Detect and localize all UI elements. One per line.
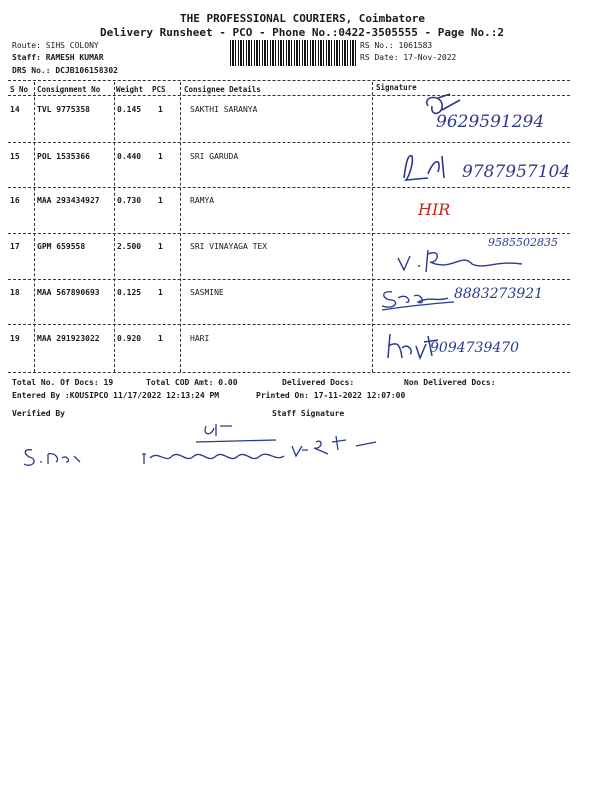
row-sno: 14 — [10, 105, 20, 114]
row-consignee: HARI — [190, 334, 210, 343]
company-title: THE PROFESSIONAL COURIERS, Coimbatore — [180, 12, 426, 25]
row-consignment: GPM 659558 — [37, 242, 86, 251]
col-pcs: PCS — [152, 85, 166, 94]
row-sno: 16 — [10, 196, 20, 205]
row-weight: 0.440 — [117, 152, 142, 161]
delivered-docs: Delivered Docs: — [282, 378, 355, 387]
row-consignee: SAKTHI SARANYA — [190, 105, 258, 114]
row-consignment: MAA 293434927 — [37, 196, 100, 205]
row-pcs: 1 — [158, 105, 163, 114]
handwritten-phone: 9585502835 — [488, 236, 558, 249]
drs-number: DRS No.: DCJB106158302 — [12, 66, 118, 75]
row-consignee: RAMYA — [190, 196, 215, 205]
handwritten-initials: HIR — [418, 200, 451, 219]
col-sno: S No — [10, 85, 29, 94]
staff-signature-label: Staff Signature — [272, 409, 345, 418]
col-consignment: Consignment No — [37, 85, 101, 94]
col-weight: Weight — [116, 85, 144, 94]
col-signature: Signature — [376, 83, 417, 92]
route-label: Route: SIHS COLONY — [12, 41, 99, 50]
row-weight: 0.920 — [117, 334, 142, 343]
signature-scribble — [378, 284, 458, 316]
verified-by-label: Verified By — [12, 409, 65, 418]
row-pcs: 1 — [158, 242, 163, 251]
row-pcs: 1 — [158, 196, 163, 205]
row-sno: 18 — [10, 288, 20, 297]
verifier-signature — [20, 440, 90, 470]
row-consignment: MAA 291923022 — [37, 334, 100, 343]
row-consignee: SASMINE — [190, 288, 224, 297]
runsheet-title: Delivery Runsheet - PCO - Phone No.:0422-3505555 - Page No.:2 — [100, 26, 504, 39]
row-sno: 19 — [10, 334, 20, 343]
row-consignment: TVL 9775358 — [37, 105, 90, 114]
staff-label: Staff: RAMESH KUMAR — [12, 53, 104, 62]
row-consignee: SRI GARUDA — [190, 152, 239, 161]
handwritten-phone: 9629591294 — [436, 112, 545, 132]
entered-by: Entered By :KOUSIPCO 11/17/2022 12:13:24 PM — [12, 391, 220, 400]
handwritten-phone: 8883273921 — [454, 286, 544, 302]
staff-signature — [136, 420, 416, 470]
row-consignment: MAA 567890693 — [37, 288, 100, 297]
row-weight: 2.500 — [117, 242, 142, 251]
row-weight: 0.145 — [117, 105, 142, 114]
total-cod: Total COD Amt: 0.00 — [146, 378, 238, 387]
row-consignment: POL 1535366 — [37, 152, 90, 161]
handwritten-phone: 9787957104 — [462, 162, 571, 182]
rs-number: RS No.: 1061583 — [360, 41, 433, 50]
row-sno: 15 — [10, 152, 20, 161]
non-delivered-docs: Non Delivered Docs: — [404, 378, 496, 387]
row-weight: 0.730 — [117, 196, 142, 205]
row-consignee: SRI VINAYAGA TEX — [190, 242, 268, 251]
row-weight: 0.125 — [117, 288, 142, 297]
row-sno: 17 — [10, 242, 20, 251]
printed-on: Printed On: 17-11-2022 12:07:00 — [256, 391, 406, 400]
handwritten-phone: 9094739470 — [430, 340, 520, 356]
col-consignee: Consignee Details — [184, 85, 261, 94]
row-pcs: 1 — [158, 288, 163, 297]
total-docs: Total No. Of Docs: 19 — [12, 378, 114, 387]
rs-date: RS Date: 17-Nov-2022 — [360, 53, 457, 62]
barcode — [230, 40, 356, 66]
row-pcs: 1 — [158, 334, 163, 343]
row-pcs: 1 — [158, 152, 163, 161]
